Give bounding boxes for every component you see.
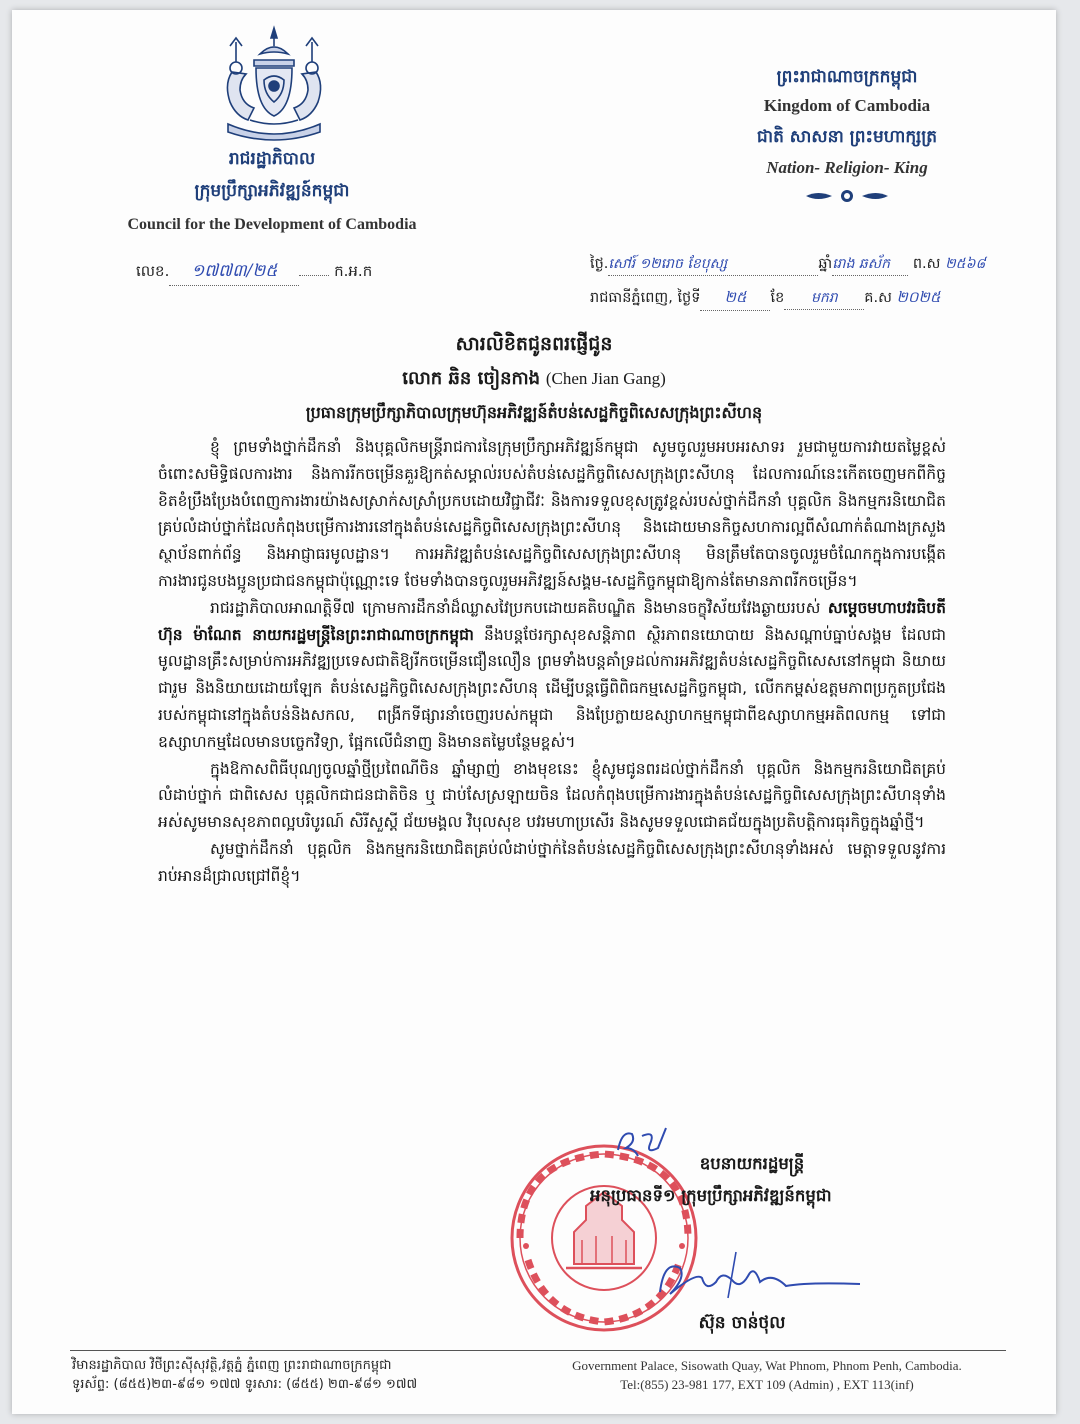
footer-phone-english: Tel:(855) 23-981 177, EXT 109 (Admin) , EXT 113(inf) [620, 1377, 914, 1392]
reference-number [136, 260, 372, 286]
month-prefix: ខែ [770, 290, 785, 306]
lunar-date-line [590, 254, 985, 276]
footer-address-khmer [72, 1356, 542, 1394]
body-paragraph-3: ក្នុងឱកាសពិធីបុណ្យចូលឆ្នាំថ្មីប្រពៃណីចិន ឆ្នាំម្សាញ់ ខាងមុខនេះ ខ្ញុំសូមជូនពរដល់ថ្នាក់ដឹកនាំ បុគ្គលិក និងកម្មករនិយោជិតគ្រប់លំដាប់ថ្នាក់ ជាពិសេស បុគ្គលិកជាជនជាតិចិន ឬ ជាប់សែស្រឡាយចិន ដែលកំពុងបម្រើការងារក្នុងតំបន់សេដ្ឋកិច្ចពិសេសក្រុងព្រះសីហនុទាំងអស់សូមមានសុខភាពល្អបរិបូរណ៍ សិរីសួស្តី ជ័យមង្គល វិបុលសុខ បវរមហាប្រសើរ និងសូមទទួលជោគជ័យក្នុងប្រតិបត្តិការធុរកិច្ចក្នុងឆ្នាំថ្មី។ [158, 759, 946, 832]
lunar-date-value: សៅរ៍ ១២រោច ខែបុស្ស [608, 254, 818, 276]
lunar-date-prefix: ថ្ងៃ. [590, 256, 609, 272]
footer-address-english-line-1: Government Palace, Sisowath Quay, Wat Phnom, Phnom Penh, Cambodia. [572, 1358, 962, 1373]
letter-body [158, 434, 946, 890]
signatory-name: ស៊ុន ចាន់ថុល [698, 1313, 786, 1333]
body-paragraph-2-part-a: រាជរដ្ឋាភិបាលអាណត្តិទី៧ ក្រោមការដឹកនាំដ៏ឈ្លាសវៃប្រកបដោយគតិបណ្ឌិត និងមានចក្ខុវិស័យវែងឆ្ងាយរបស់ [210, 598, 828, 617]
recipient-position: ប្រធានក្រុមប្រឹក្សាភិបាលក្រុមហ៊ុនអភិវឌ្ឍន៍តំបន់សេដ្ឋកិច្ចពិសេសក្រុងព្រះសីហនុ [305, 403, 763, 422]
motto-label-english: Nation- Religion- King [766, 158, 928, 177]
gregorian-date-line [590, 288, 940, 311]
motto-label-khmer: ជាតិ សាសនា ព្រះមហាក្សត្រ [756, 127, 938, 147]
footer-address-english [522, 1356, 1012, 1394]
kingdom-label-english: Kingdom of Cambodia [763, 96, 931, 115]
body-paragraph-4: សូមថ្នាក់ដឹកនាំ បុគ្គលិក និងកម្មករនិយោជិតគ្រប់លំដាប់ថ្នាក់នៃតំបន់សេដ្ឋកិច្ចពិសេសក្រុងព្រះសីហនុទាំងអស់ មេត្តាទទួលនូវការរាប់អានដ៏ជ្រាលជ្រៅពីខ្ញុំ។ [158, 839, 946, 885]
year-prefix: គ.ស [864, 290, 892, 306]
buddhist-era-prefix: ព.ស [912, 256, 941, 272]
footer-phone-khmer: ទូរស័ព្ទ: (៨៥៥)២៣-៩៨១ ១៧៧ ទូរសារ: (៨៥៥) ២៣-៩៨១ ១៧៧ [72, 1377, 418, 1392]
body-paragraph-2 [158, 595, 946, 756]
body-paragraph-1: ខ្ញុំ ព្រមទាំងថ្នាក់ដឹកនាំ និងបុគ្គលិកមន្ត្រីរាជការនៃក្រុមប្រឹក្សាអភិវឌ្ឍន៍កម្ពុជា សូមចូលរួមអបអរសាទរ រួមជាមួយការវាយតម្លៃខ្ពស់ចំពោះសមិទ្ធិផលការងារ និងការរីកចម្រើនគួរឱ្យកត់សម្គាល់របស់តំបន់សេដ្ឋកិច្ចពិសេសក្រុងព្រះសីហនុ ដែលការណ៍នេះកើតចេញមកពីកិច្ចខិតខំប្រឹងប្រែងបំពេញការងារយ៉ាងសស្រាក់សស្រាំប្រកបដោយវិជ្ជាជីវៈ និងការទទួលខុសត្រូវខ្ពស់របស់ថ្នាក់ដឹកនាំ បុគ្គលិក និងកម្មករនិយោជិតគ្រប់លំដាប់ថ្នាក់ដែលកំពុងបម្រើការងារនៅក្នុងតំបន់សេដ្ឋកិច្ចពិសេសក្រុងព្រះសីហនុ និងដោយមានកិច្ចសហការល្អពីសំណាក់តំណាងក្រសួង ស្ថាប័នពាក់ព័ន្ធ និងអាជ្ញាធរមូលដ្ឋាន។ ការអភិវឌ្ឍតំបន់សេដ្ឋកិច្ចពិសេសក្រុងព្រះសីហនុ មិនត្រឹមតែបានចូលរួមចំណែកក្នុងការបង្កើតការងារជូនបងប្អូនប្រជាជនកម្ពុជាប៉ុណ្ណោះទេ ថែមទាំងបានចូលរួមអភិវឌ្ឍន៍សង្គម-សេដ្ឋកិច្ចកម្ពុជាឱ្យកាន់តែមានភាពរីកចម្រើន។ [158, 438, 946, 590]
body-paragraph-2-part-b: នឹងបន្តថែរក្សាសុខសន្តិភាព ស្ថិរភាពនយោបាយ និងសណ្តាប់ធ្នាប់សង្គម ដែលជាមូលដ្ឋានគ្រឹះសម្រាប់ការអភិវឌ្ឍប្រទេសជាតិឱ្យរីកចម្រើនជឿនលឿន ព្រមទាំងបន្តគាំទ្រដល់ការអភិវឌ្ឍតំបន់សេដ្ឋកិច្ចពិសេសនៅកម្ពុជា និយាយជារួម និងនិយាយដោយឡែក តំបន់សេដ្ឋកិច្ចពិសេសក្រុងព្រះសីហនុ ដើម្បីបន្តធ្វើពិពិធកម្មសេដ្ឋកិច្ចកម្ពុជា, លើកកម្ពស់ឧត្តមភាពប្រកួតប្រជែងរបស់កម្ពុជានៅក្នុងតំបន់និងសកល, ពង្រីកទីផ្សារនាំចេញរបស់កម្ពុជា និងប្រែក្លាយឧស្សាហកម្មកម្ពុជាពីឧស្សាហកម្មអតិពលកម្ម ទៅជាឧស្សាហកម្មដែលមានបច្ចេកវិទ្យា, ផ្អែកលើជំនាញ និងមានតម្លៃបន្ថែមខ្ពស់។ [158, 625, 946, 751]
buddhist-era-value: ២៥៦៨ [945, 256, 986, 272]
council-label-khmer: ក្រុមប្រឹក្សាអភិវឌ្ឍន៍កម្ពុជា [194, 181, 350, 201]
recipient-name-english: (Chen Jian Gang) [545, 369, 666, 388]
council-label-english: Council for the Development of Cambodia [127, 216, 417, 233]
city-date-prefix: រាជធានីភ្នំពេញ, ថ្ងៃទី [590, 290, 701, 306]
signatory-title-2: អនុប្រធានទី១ ក្រុមប្រឹក្សាអភិវឌ្ឍន៍កម្ពុជា [590, 1186, 832, 1205]
signatory-title-1: ឧបនាយករដ្ឋមន្ត្រី [699, 1154, 805, 1173]
recipient-name [12, 366, 1056, 393]
prime-minister-name: សម្តេចមហាបវរធិបតី ហ៊ុន ម៉ាណែត នាយករដ្ឋមន្ត្រីនៃព្រះរាជាណាចក្រកម្ពុជា [158, 598, 946, 644]
letter-title: សារលិខិតជូនពរផ្ញើជូន [455, 333, 613, 355]
footer-address-khmer-line-1: វិមានរដ្ឋាភិបាល វិថីព្រះស៊ីសុវត្ថិ,វត្តភ្នំ ភ្នំពេញ ព្រះរាជាណាចក្រកម្ពុជា [72, 1358, 392, 1373]
kingdom-label-khmer: ព្រះរាជាណាចក្រកម្ពុជា [776, 67, 918, 87]
lunar-year-prefix: ឆ្នាំ [818, 256, 833, 272]
day-value: ២៥ [700, 288, 770, 311]
recipient-name-khmer: លោក ឆិន ចៀនកាង [402, 368, 541, 389]
reference-value: ១៧៧៣/២៥ [169, 260, 299, 286]
handwritten-signature-icon [640, 1242, 870, 1322]
decorative-divider-icon [802, 186, 892, 206]
reference-suffix: ក.អ.ក [334, 262, 373, 280]
government-label: រាជរដ្ឋាភិបាល [228, 149, 316, 169]
footer-divider [70, 1350, 1006, 1351]
lunar-year-value: រោង ឆស័ក [832, 254, 908, 276]
document-page [12, 10, 1056, 1414]
royal-coat-of-arms-icon [214, 24, 334, 148]
month-value: មករា [784, 288, 864, 310]
year-value: ២០២៥ [896, 288, 941, 306]
reference-prefix: លេខ. [136, 262, 170, 280]
